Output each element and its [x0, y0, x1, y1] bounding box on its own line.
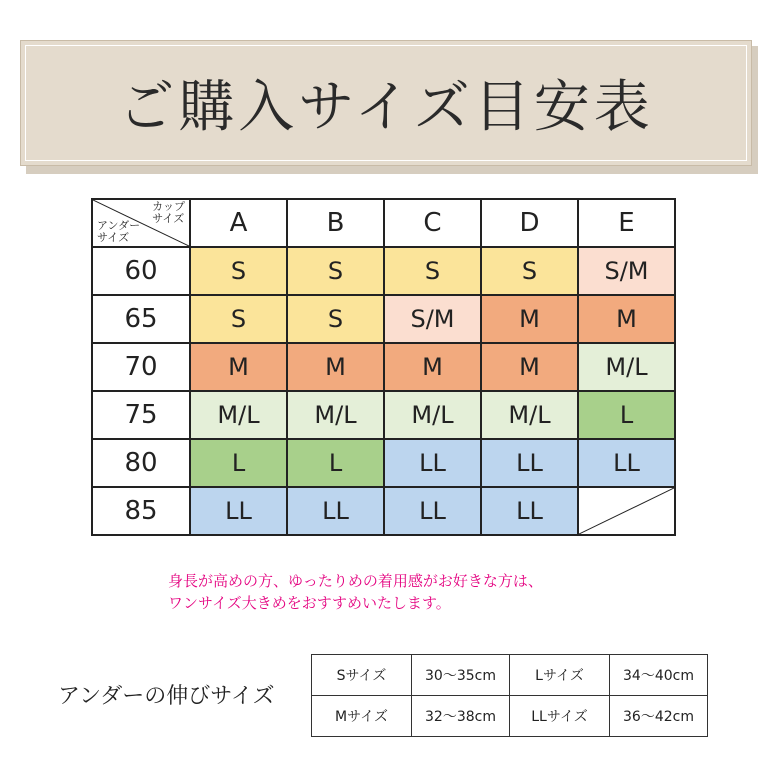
- table-row: [92, 439, 675, 487]
- column-header-c: C: [384, 199, 481, 247]
- row-header-85: 85: [92, 487, 190, 535]
- cup-label-line1: カップ: [152, 200, 185, 213]
- size-cell: M: [384, 343, 481, 391]
- note-line2: ワンサイズ大きめをおすすめいたします。: [168, 594, 451, 612]
- stretch-size-range: 36〜42cm: [610, 696, 708, 737]
- size-cell: S: [287, 295, 384, 343]
- column-header-a: A: [190, 199, 287, 247]
- stretch-size-range: 32〜38cm: [412, 696, 510, 737]
- size-cell: L: [578, 391, 675, 439]
- stretch-size-label: アンダーの伸びサイズ: [58, 684, 275, 709]
- size-cell: M/L: [287, 391, 384, 439]
- size-cell: L: [190, 439, 287, 487]
- row-header-65: 65: [92, 295, 190, 343]
- size-cell: S/M: [384, 295, 481, 343]
- stretch-row: [312, 696, 708, 737]
- table-row: [92, 343, 675, 391]
- stretch-size-name: Lサイズ: [510, 655, 610, 696]
- size-cell: S/M: [578, 247, 675, 295]
- table-row: [92, 295, 675, 343]
- stretch-size-name: Mサイズ: [312, 696, 412, 737]
- stretch-size-name: LLサイズ: [510, 696, 610, 737]
- header-row: [92, 199, 675, 247]
- column-header-e: E: [578, 199, 675, 247]
- stretch-size-range: 30〜35cm: [412, 655, 510, 696]
- size-cell: LL: [481, 439, 578, 487]
- empty-diagonal-line: [579, 488, 674, 534]
- recommendation-note: [168, 570, 543, 614]
- size-chart-table: [91, 198, 676, 536]
- size-cell: M: [578, 295, 675, 343]
- size-cell: LL: [578, 439, 675, 487]
- size-cell: LL: [384, 487, 481, 535]
- size-cell: L: [287, 439, 384, 487]
- under-label-line1: アンダー: [97, 219, 141, 232]
- size-cell: LL: [190, 487, 287, 535]
- column-header-d: D: [481, 199, 578, 247]
- size-cell: S: [190, 295, 287, 343]
- size-cell: S: [481, 247, 578, 295]
- table-row: [92, 247, 675, 295]
- stretch-row: [312, 655, 708, 696]
- cup-size-label: [152, 201, 185, 225]
- corner-cell: [92, 199, 190, 247]
- table-row: [92, 487, 675, 535]
- size-cell: LL: [481, 487, 578, 535]
- under-label-line2: サイズ: [97, 231, 130, 244]
- size-cell: M/L: [578, 343, 675, 391]
- row-header-60: 60: [92, 247, 190, 295]
- size-cell: M: [481, 295, 578, 343]
- row-header-70: 70: [92, 343, 190, 391]
- row-header-75: 75: [92, 391, 190, 439]
- empty-cell: [578, 487, 675, 535]
- title-banner: [20, 40, 752, 166]
- cup-label-line2: サイズ: [152, 212, 185, 225]
- stretch-size-range: 34〜40cm: [610, 655, 708, 696]
- size-cell: M: [287, 343, 384, 391]
- stretch-size-table: [311, 654, 708, 737]
- stretch-size-name: Sサイズ: [312, 655, 412, 696]
- column-header-b: B: [287, 199, 384, 247]
- size-cell: LL: [384, 439, 481, 487]
- size-cell: M/L: [481, 391, 578, 439]
- under-size-label: [97, 220, 140, 244]
- size-cell: M/L: [190, 391, 287, 439]
- size-cell: M: [481, 343, 578, 391]
- size-cell: LL: [287, 487, 384, 535]
- table-row: [92, 391, 675, 439]
- page-title: ご購入サイズ目安表: [118, 75, 654, 140]
- size-cell: S: [190, 247, 287, 295]
- size-cell: S: [384, 247, 481, 295]
- size-cell: M: [190, 343, 287, 391]
- size-cell: M/L: [384, 391, 481, 439]
- note-line1: 身長が高めの方、ゆったりめの着用感がお好きな方は、: [168, 572, 543, 590]
- row-header-80: 80: [92, 439, 190, 487]
- size-cell: S: [287, 247, 384, 295]
